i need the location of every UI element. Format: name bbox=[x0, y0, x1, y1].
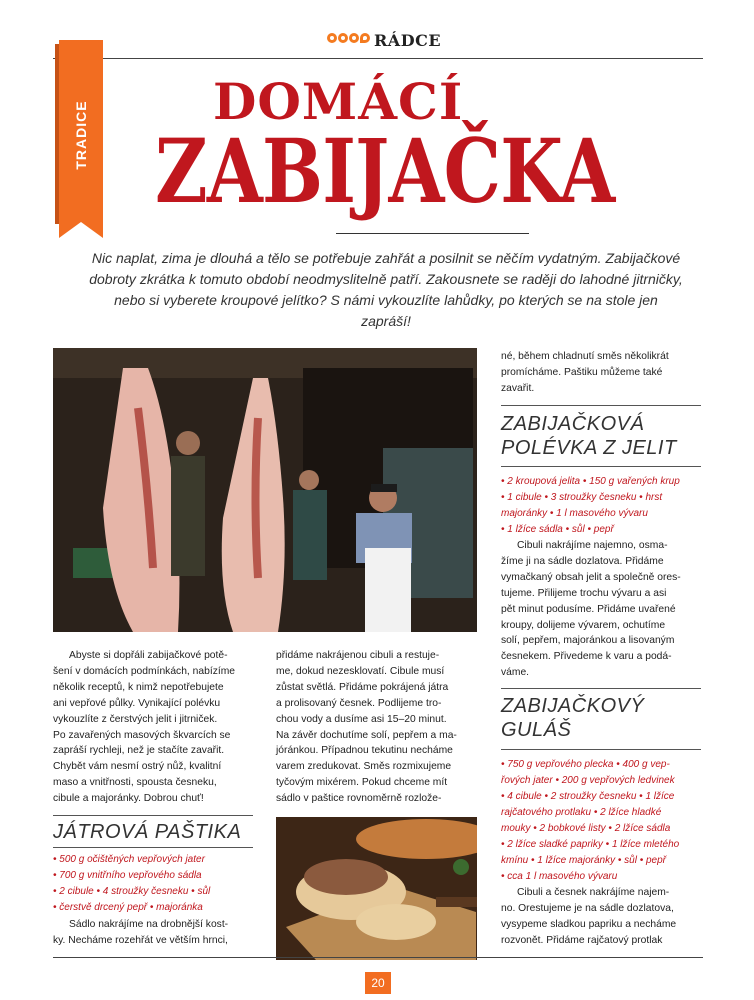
ingredients-gulas bbox=[501, 757, 706, 885]
method-pastika bbox=[53, 917, 253, 949]
ingredient-line: • 2 kroupová jelita • 150 g vařených krup bbox=[501, 476, 680, 487]
method-line: Sádlo nakrájíme na drobnější kost- bbox=[69, 919, 229, 930]
title-line-2: ZABIJAČKA bbox=[155, 119, 615, 223]
intro-line: ani vepřové půlky. Vynikající polévku bbox=[53, 697, 221, 709]
col3-line: zavařit. bbox=[501, 382, 535, 394]
col2-line: tyčovým mixérem. Pokud chceme mít bbox=[276, 777, 448, 789]
footer-rule bbox=[53, 957, 703, 958]
ingredient-line: rajčatového protlaku • 2 lžíce hladké bbox=[501, 807, 662, 818]
col2-line: zůstat světlá. Přidáme pokrájená játra bbox=[276, 681, 449, 693]
intro-line: cibule a majoránky. Dobrou chuť! bbox=[53, 793, 204, 805]
section-title-line: ZABIJAČKOVÁ bbox=[501, 413, 645, 435]
header-rule bbox=[53, 58, 703, 59]
ingredient-line: • 4 cibule • 2 stroužky česneku • 1 lžíce bbox=[501, 791, 675, 802]
method-polevka bbox=[501, 538, 701, 681]
intro-line: Chybět vám nesmí ostrý nůž, kvalitní bbox=[53, 761, 222, 773]
column-1-intro bbox=[53, 648, 253, 807]
method-line: žíme ji na sádle dozlatova. Přidáme bbox=[501, 555, 664, 567]
section-title-pastika: JÁTROVÁ PAŠTIKA bbox=[53, 821, 242, 843]
method-line: Cibuli a česnek nakrájíme najem- bbox=[517, 887, 670, 898]
section-title-polevka bbox=[501, 412, 677, 460]
title-line-1: DOMÁCÍ bbox=[213, 72, 464, 131]
col2-line: me, dokud nezesklovatí. Cibule musí bbox=[276, 665, 445, 677]
ribbon-label: TRADICE bbox=[73, 100, 89, 170]
section-rule bbox=[501, 466, 701, 467]
ingredient-line: • 750 g vepřového plecka • 400 g vep- bbox=[501, 759, 670, 770]
method-line: váme. bbox=[501, 667, 530, 679]
ingredient-line: • 1 cibule • 3 stroužky česneku • hrst bbox=[501, 492, 663, 503]
intro-line: Abyste si dopřáli zabijačkové potě- bbox=[69, 650, 228, 661]
ribbon-label-wrap bbox=[59, 90, 103, 180]
method-line: no. Orestujeme je na sádle dozlatova, bbox=[501, 902, 674, 914]
col2-line: varem zredukovat. Směs rozmixujeme bbox=[276, 761, 452, 773]
section-rule bbox=[501, 749, 701, 750]
ingredient-line: • 500 g očištěných vepřových jater bbox=[53, 854, 205, 865]
method-line: ky. Necháme rozehřát ve větším hrnci, bbox=[53, 934, 228, 946]
col2-line: a prolisovaný česnek. Podlijeme tro- bbox=[276, 697, 442, 709]
intro-line: zapráší rychleji, než je stačíte zavařit. bbox=[53, 745, 225, 757]
ingredients-polevka bbox=[501, 474, 706, 538]
col2-line: Na závěr dochutíme solí, pepřem a ma- bbox=[276, 729, 457, 741]
ingredient-line: • 1 lžíce sádla • sůl • pepř bbox=[501, 524, 614, 535]
method-line: rozvonět. Přidáme rajčatový protlak bbox=[501, 934, 663, 946]
magazine-brand: RÁDCE bbox=[374, 31, 442, 50]
coop-logo bbox=[327, 33, 370, 43]
method-line: kroupy, dolijeme vývarem, ochutíme bbox=[501, 619, 666, 631]
section-title-line: POLÉVKA Z JELIT bbox=[501, 437, 677, 459]
col2-line: sádlo v paštice rovnoměrně rozlože- bbox=[276, 793, 442, 805]
col2-line: přidáme nakrájenou cibuli a restuje- bbox=[276, 650, 440, 661]
col2-line: chou vody a dusíme asi 15–20 minut. bbox=[276, 713, 447, 725]
pate-photo bbox=[276, 817, 477, 960]
section-rule bbox=[53, 815, 253, 816]
section-rule bbox=[501, 688, 701, 689]
ingredient-line: řových jater • 200 g vepřových ledvinek bbox=[501, 775, 675, 786]
page-number: 20 bbox=[365, 972, 391, 994]
method-line: pět minut podusíme. Přidáme uvařené bbox=[501, 603, 676, 615]
section-title-line: GULÁŠ bbox=[501, 719, 572, 741]
butchering-illustration bbox=[53, 348, 477, 632]
ingredient-line: • 2 lžíce sladké papriky • 1 lžíce mletého bbox=[501, 839, 680, 850]
pate-illustration bbox=[276, 817, 477, 960]
col3-line: né, během chladnutí směs několikrát bbox=[501, 351, 669, 362]
ingredient-line: • 700 g vnitřního vepřového sádla bbox=[53, 870, 202, 881]
ingredient-line: mouky • 2 bobkové listy • 2 lžíce sádla bbox=[501, 823, 671, 834]
intro-line: vykouzlíte z čerstvých jelit i jitrniček. bbox=[53, 713, 218, 725]
method-line: Cibuli nakrájíme najemno, osma- bbox=[517, 540, 668, 551]
column-3-top bbox=[501, 349, 701, 397]
lead-paragraph: Nic naplat, zima je dlouhá a tělo se potřebuje zahřát a posilnit se něčím vydatným. Zabijačkové dobroty zkrátka k tomuto období neodmyslitelně patří. Zakousnete se raději do lahodné jitrničky, nebo si vyberete kroupové jelítko? S námi vykouzlíte lahůdky, po kterých se na stole jen zapráší! bbox=[89, 250, 683, 329]
method-line: česnekem. Přivedeme k varu a podá- bbox=[501, 651, 672, 663]
col3-line: promícháme. Paštiku můžeme také bbox=[501, 366, 663, 378]
method-line: vysypeme sladkou papriku a necháme bbox=[501, 918, 677, 930]
intro-line: několik receptů, k nimž nepotřebujete bbox=[53, 681, 224, 693]
intro-line: maso a vnitřnosti, spousta česneku, bbox=[53, 777, 217, 789]
column-2-text bbox=[276, 648, 477, 807]
intro-line: šení v domácích podmínkách, nabízíme bbox=[53, 665, 236, 677]
col2-line: jóránkou. Případnou tekutinu necháme bbox=[276, 745, 453, 757]
method-line: vymačkaný obsah jelit a společně ores- bbox=[501, 571, 681, 583]
ingredient-line: kmínu • 1 lžíce majoránky • sůl • pepř bbox=[501, 855, 667, 866]
section-title-line: ZABIJAČKOVÝ bbox=[501, 695, 645, 717]
section-rule bbox=[53, 847, 253, 848]
method-gulas bbox=[501, 885, 701, 949]
section-rule bbox=[501, 405, 701, 406]
intro-line: Po zavařených masových škvarcích se bbox=[53, 729, 231, 741]
ingredient-line: • 2 cibule • 4 stroužky česneku • sůl bbox=[53, 886, 211, 897]
method-line: tujeme. Přilijeme trochu vývaru a asi bbox=[501, 587, 667, 599]
butchering-photo bbox=[53, 348, 477, 632]
title-rule bbox=[336, 233, 529, 234]
ingredient-line: • cca 1 l masového vývaru bbox=[501, 871, 618, 882]
method-line: solí, pepřem, majoránkou a lisovaným bbox=[501, 635, 675, 647]
ingredient-line: majoránky • 1 l masového vývaru bbox=[501, 508, 648, 519]
ingredient-line: • čerstvě drcený pepř • majoránka bbox=[53, 902, 203, 913]
section-title-gulas bbox=[501, 694, 644, 742]
ingredients-pastika bbox=[53, 852, 258, 916]
